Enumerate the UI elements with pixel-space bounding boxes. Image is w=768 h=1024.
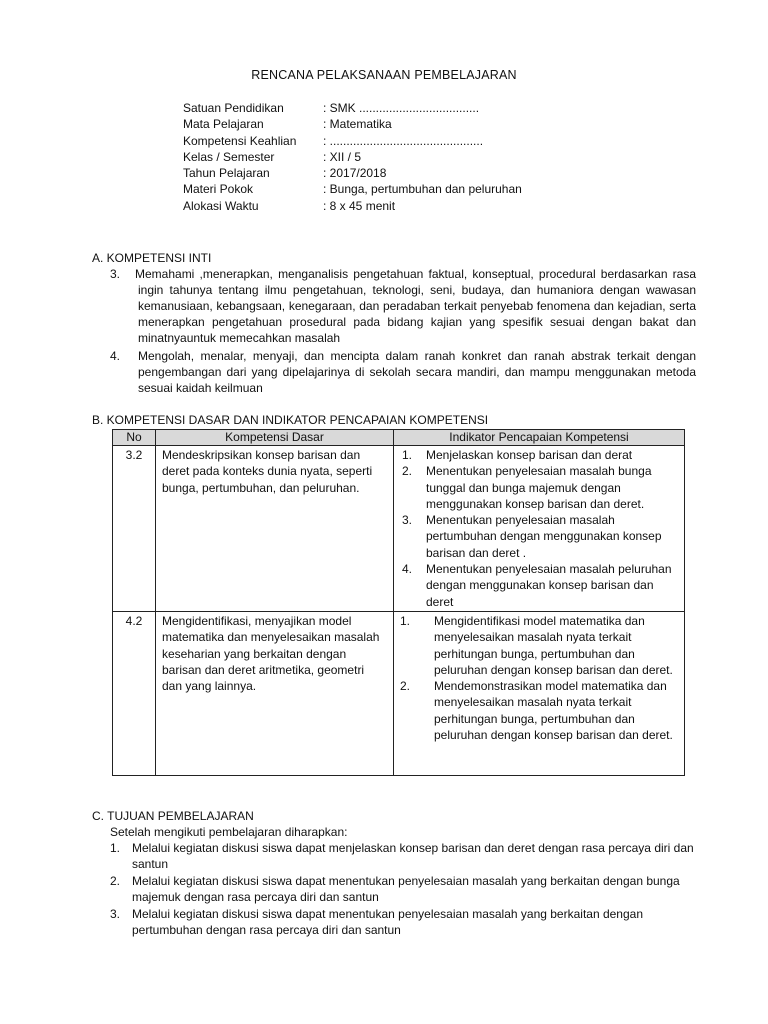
indicator-number: 4. <box>402 562 413 577</box>
list-item <box>400 447 678 463</box>
kd-cell: Mengidentifikasi, menyajikan model matematika dan menyelesaikan masalah keseharian yang berkaitan dengan barisan dan deret aritmetika, geometri dan yang lainnya. <box>156 611 394 775</box>
info-label: Tahun Pelajaran <box>183 166 270 181</box>
list-item <box>110 840 695 872</box>
info-label: Materi Pokok <box>183 182 254 197</box>
kd-cell: Mendeskripsikan konsep barisan dan deret pada konteks dunia nyata, seperti bunga, pertumbuhan, dan peluruhan. <box>156 446 394 612</box>
col-header-no: No <box>113 430 156 446</box>
indicator-cell <box>394 446 685 612</box>
goal-text: Melalui kegiatan diskusi siswa dapat menentukan penyelesaian masalah yang berkaitan dengan pertumbuhan dengan rasa percaya diri dan santun <box>132 907 643 937</box>
info-value: : 8 x 45 menit <box>323 198 396 213</box>
indicator-text: Mengidentifikasi model matematika dan menyelesaikan masalah nyata terkait perhitungan bunga, pertumbuhan dan peluruhan dengan konsep barisan dan deret. <box>434 613 673 677</box>
info-label: Kompetensi Keahlian <box>183 133 297 148</box>
ki-number: 4. <box>110 349 121 363</box>
indicator-list <box>400 447 678 610</box>
info-row-satuan <box>183 100 522 116</box>
indicator-number: 2. <box>402 464 413 479</box>
indicator-cell <box>394 611 685 775</box>
col-header-indikator: Indikator Pencapaian Kompetensi <box>394 430 685 446</box>
ki-item-4 <box>110 348 696 396</box>
list-item <box>110 906 695 938</box>
table-header-row <box>113 430 685 446</box>
page-title: RENCANA PELAKSANAAN PEMBELAJARAN <box>251 68 517 82</box>
indicator-text: Menentukan penyelesaian masalah peluruhan dengan menggunakan konsep barisan dan deret <box>426 562 672 609</box>
goal-number: 2. <box>110 874 121 888</box>
info-value: : XII / 5 <box>323 149 362 164</box>
goal-number: 3. <box>110 907 121 921</box>
ki-text: Memahami ,menerapkan, menganalisis pengetahuan faktual, konseptual, procedural berdasarkan rasa ingin tahunya tentang ilmu pengetahuan, teknologi, seni, budaya, dan humaniora dengan wawasan kemanusiaan, kebangsaan, kenegaraan, dan peradaban terkait penyebab fenomena dan kejadian, serta menerapkan pengetahuan prosedural pada bidang kajian yang spesifik sesuai dengan bakat dan minatnyauntuk memecahkan masalah <box>135 267 696 345</box>
list-item <box>400 512 678 561</box>
row-number: 4.2 <box>113 611 156 775</box>
identity-block <box>183 100 522 214</box>
indicator-number: 1. <box>402 448 413 462</box>
info-row-mapel <box>183 116 522 132</box>
info-row-alokasi <box>183 198 522 214</box>
indicator-number: 1. <box>400 613 411 628</box>
info-label: Satuan Pendidikan <box>183 101 284 115</box>
info-row-materi <box>183 181 522 197</box>
goal-text: Melalui kegiatan diskusi siswa dapat menentukan penyelesaian masalah yang berkaitan dengan bunga majemuk dengan rasa percaya diri dan santun <box>132 874 680 904</box>
info-row-kelas <box>183 149 522 165</box>
indicator-text: Menjelaskan konsep barisan dan derat <box>426 448 633 462</box>
table-row <box>113 611 685 775</box>
info-value: : Matematika <box>323 117 392 132</box>
section-a-heading: A. KOMPETENSI INTI <box>92 251 212 265</box>
ki-text: Mengolah, menalar, menyaji, dan mencipta dalam ranah konkret dan ranah abstrak terkait dengan pengembangan dari yang dipelajarinya di sekolah secara mandiri, dan mampu menggunakan metoda sesuai kaidah keilmuan <box>138 349 696 395</box>
info-label: Alokasi Waktu <box>183 198 259 213</box>
section-c-heading: C. TUJUAN PEMBELAJARAN <box>92 809 254 823</box>
list-item <box>400 561 678 610</box>
info-value: : 2017/2018 <box>323 166 387 181</box>
section-c-intro: Setelah mengikuti pembelajaran diharapkan: <box>110 825 348 839</box>
row-number: 3.2 <box>113 446 156 612</box>
list-item <box>110 873 695 905</box>
list-item <box>400 678 678 743</box>
indicator-list <box>400 613 678 743</box>
ki-number: 3. <box>110 267 121 281</box>
indicator-number: 2. <box>400 679 411 694</box>
indicator-text: Menentukan penyelesaian masalah pertumbuhan dengan menggunakan konsep barisan dan deret . <box>426 513 662 560</box>
ki-item-3 <box>110 266 696 346</box>
indicator-text: Mendemonstrasikan model matematika dan menyelesaikan masalah nyata terkait perhitungan bunga, pertumbuhan dan peluruhan dengan konsep barisan dan deret. <box>434 679 673 743</box>
section-b-heading: B. KOMPETENSI DASAR DAN INDIKATOR PENCAPAIAN KOMPETENSI <box>92 413 489 427</box>
indicator-text: Menentukan penyelesaian masalah bunga tunggal dan bunga majemuk dengan menggunakan konsep barisan dan deret. <box>426 464 652 511</box>
kd-table <box>112 429 685 776</box>
list-item <box>400 613 678 678</box>
goal-text: Melalui kegiatan diskusi siswa dapat menjelaskan konsep barisan dan deret dengan rasa percaya diri dan santun <box>132 841 694 871</box>
info-row-tahun <box>183 165 522 181</box>
table-row <box>113 446 685 612</box>
info-row-keahlian <box>183 133 522 149</box>
info-value: : SMK .................................... <box>323 101 480 115</box>
goal-number: 1. <box>110 841 121 855</box>
info-value: : Bunga, pertumbuhan dan peluruhan <box>323 182 522 197</box>
list-item <box>400 463 678 512</box>
info-label: Kelas / Semester <box>183 149 275 164</box>
indicator-number: 3. <box>402 513 413 528</box>
info-value: : .............................................. <box>323 133 484 148</box>
col-header-kd: Kompetensi Dasar <box>156 430 394 446</box>
info-label: Mata Pelajaran <box>183 117 264 132</box>
